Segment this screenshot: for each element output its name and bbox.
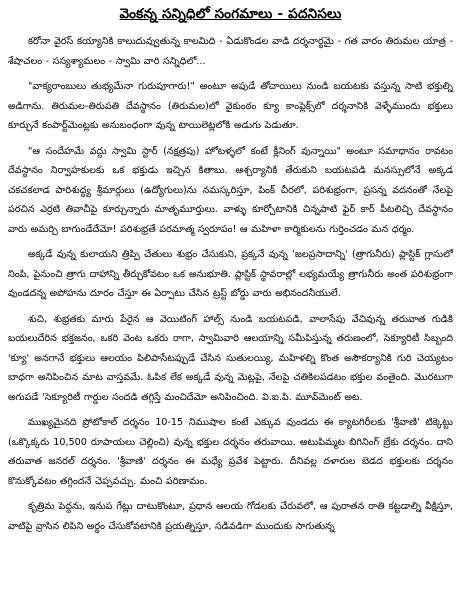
paragraph: కరోనా వైరస్ కయ్యానికి కాలుదువ్వుతున్న కాలమిది - ఏడుకొండల వాడి దర్శనార్థమై - గత వారం తిరుమల యాత్ర - శేషాచలం - సస్యశ్యామలం - స్వామి వారి సన్నిధిలో... [8,36,453,67]
paragraph: శుచి, శుభ్రతకు మారు పేరైన ఆ వెయిటింగ్ హాల్స్ నుండి బయటపడి, వాలాసేపు వేచివున్న తరువాత గుడికి బయలుదేరిన భక్తజనం, ఒకరి వెంట ఒకరు రాగా, స్వామివారి ఆలయాన్ని సమీపిస్తున్న తరుణంలో, సెక్యూరిటీ సిబ్బంది 'క్యూ' అనగానే భక్తులు ఆలయం పిలిపాసేటప్పుడే చేసిన సుతులయ్యి, మహిళల్ని కొంత అసౌకర్యానికి గురి చెయ్యటం బాధగా అనిపించిన మాట వాస్తవమే. ఓపిక లేక అక్కడే వున్న మెట్లపై, నేలపై చతికిలపడటం భక్తుల వంతైంది. మొరటుగా అగుపడే 'సెక్యూరిటీ గార్డుల సందడి తగ్గిస్తే మంచిదేమో అనిపించింది. వి.ఐ.పి. మూవ్‌మెంట్ అట. [8,313,453,403]
paragraph: "వాక్యరాంబులు తుభ్యమేనా గురుపూగారు!" అంటూ అపుడే తోచాయిలు నుండి బయటకు వస్తున్న సాటి భక్తుల్ని అడిగాను. తిరుమల-తిరుపతి దేవస్థానం (తిరుమల)లో వైకుంఠం క్యూ కాంప్లెక్స్‌లో దర్శనానికి వెళ్ళేముందు భక్తులు కూర్చునే కంపార్ట్‌మెంట్లకు అనుబంధంగా వున్న టాయిలెట్లలోకి అడుగు పెడుతూ. [8,81,453,131]
article-title: వెంకన్న సన్నిధిలో సంగమాలు - పదనిసలు [119,6,342,22]
paragraph: "ఆ సందేహమే వద్దు స్వామి స్టార్ (నక్షత్రపు) హోటళ్ళలో కంటే క్లీనింగ్ వున్నాయి" అంటూ సమాధానం రావటం దేవస్థానం నిర్వాహకులకు ఒక భక్తుడు ఇచ్చిన కితాబు. ఆశ్చర్యానికి తేరుకుని బయటపడి మనస్సులోనే అక్కడ చకచకలాడ పారిశుద్ధ్య శ్రీమార్గులు (ఉద్యోగులు)ను నమస్కరిస్తూ, పింక్ చీరలో, పరిశుభ్రంగా, ప్రసన్న వదనంతో నేలపై పరచిన ఎర్రటి తివాచీపై కూర్చున్నారు మాతృమూర్తులు. వాళ్ళు కూర్చోటానికి చిన్నపాటి ఫైర్ కార్ పీటలిచ్చి దేవస్థానం వారు అమర్చి బాగుండేదేమో! పరిశుభ్రతే పరమాత్మ స్వరూపం! ఆ మహిళా కార్మికులను గుర్తించడం మన ధర్మం. [8,145,453,235]
paragraph: అక్కడే వున్న కులాయని త్రిప్పి చేతులు శుభ్రం చేసుకుని, ప్రక్కనే వున్న 'జలప్రసాదాన్ని' (త్రాగునీరు) ప్లాస్టిక్ గ్లాసులో నింపి, పైనుంచి త్రాగు దాహాన్ని తీర్చుకోవటం ఒక అనుభూతి. ప్లాస్టిక్ స్థావరాల్లో లభ్యమయ్యే త్రాగునీరు అంత పరిశుభ్రంగా వుండదన్న అపోహను దూరం చేస్తూ ఈ ఏర్పాటు చేసిన ట్రస్ట్ బోర్డు వారు అభినందనీయులే. [8,249,453,299]
paragraph: కృత్రిమ పెద్దను, ఇనుప గేట్లు దాటుకొంటూ, ప్రధాన ఆలయ గోడలకు చేరువలో, ఆ పురాతన రాతి కట్టడాల్ని వీక్షిస్తూ, వాటిపై వ్రాసిన లిపిని అర్థం చేసుకోవటానికి ప్రయత్నిస్తూ, సడివడిగా ముందుకు సాగుతున్న [8,501,453,532]
article-body [8,32,453,536]
paragraph: ముఖ్యమైనది ప్రోటోకాల్ దర్శనం 10-15 నిముషాల కంటే ఎక్కువ వుండదు ఈ క్యాటగిరీలకు 'శ్రీవాణి' టిక్కెట్టు (ఒక్కొక్కరు 10,500 రూపాయలు చెల్లించి) వున్న భక్తుల దర్శనం తరువాయి. అటుపిమ్మట బిగినింగ్ బ్రేకు దర్శనం. దాని తరువాత జనరల్ దర్శనం. 'శ్రీవాణి' దర్శనం ఈ మధ్యే ప్రవేశ పెట్టారు. దీనివల్ల దళారుల బెడద భక్తులకు దర్శనం కొనుక్కోవటం తగ్గిందనే చెప్పవచ్చు. మంచి పరిణామం. [8,417,453,487]
